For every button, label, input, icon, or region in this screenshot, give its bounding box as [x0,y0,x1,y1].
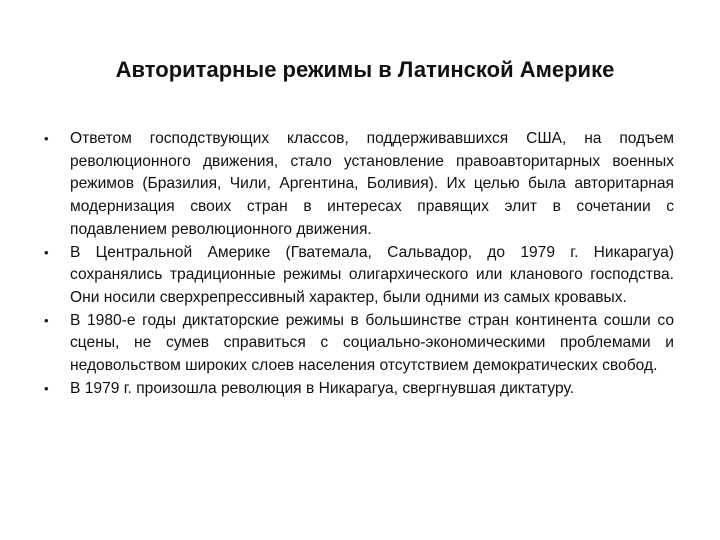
bullet-item-nicaragua-1979 [44,378,674,401]
bullet-text: В Центральной Америке (Гватемала, Сальвадор, до 1979 г. Никарагуа) сохранялись традиционные режимы олигархического или кланового господства. Они носили сверхрепрессивный характер, были одними из самых кровавых. [70,243,674,306]
bullet-item-central-america [44,242,674,310]
bullet-icon: • [44,380,49,396]
bullet-icon: • [44,131,49,146]
bullet-item-1980s [44,310,674,378]
bullet-text: Ответом господствующих классов, поддерживавшихся США, на подъем революционного движения, стало установление правоавторитарных военных режимов (Бразилия, Чили, Аргентина, Боливия). Их целью была авторитарная модернизация своих стран в интересах правящих элит в сочетании с подавлением революционного движения. [70,130,674,238]
bullet-text: В 1979 г. произошла революция в Никарагуа, свергнувшая диктатуру. [70,379,575,397]
bullet-icon: • [44,312,49,328]
slide-title: Авторитарные режимы в Латинской Америке [115,57,615,82]
bullet-item-us-backed-regimes [44,128,674,242]
bullet-icon: • [44,244,49,260]
bullet-list [44,128,674,400]
bullet-text: В 1980-е годы диктаторские режимы в большинстве стран континента сошли со сцены, не сумев справиться с социально-экономическими проблемами и недовольством широких слоев населения отсутствием демократических свобод. [70,311,674,375]
